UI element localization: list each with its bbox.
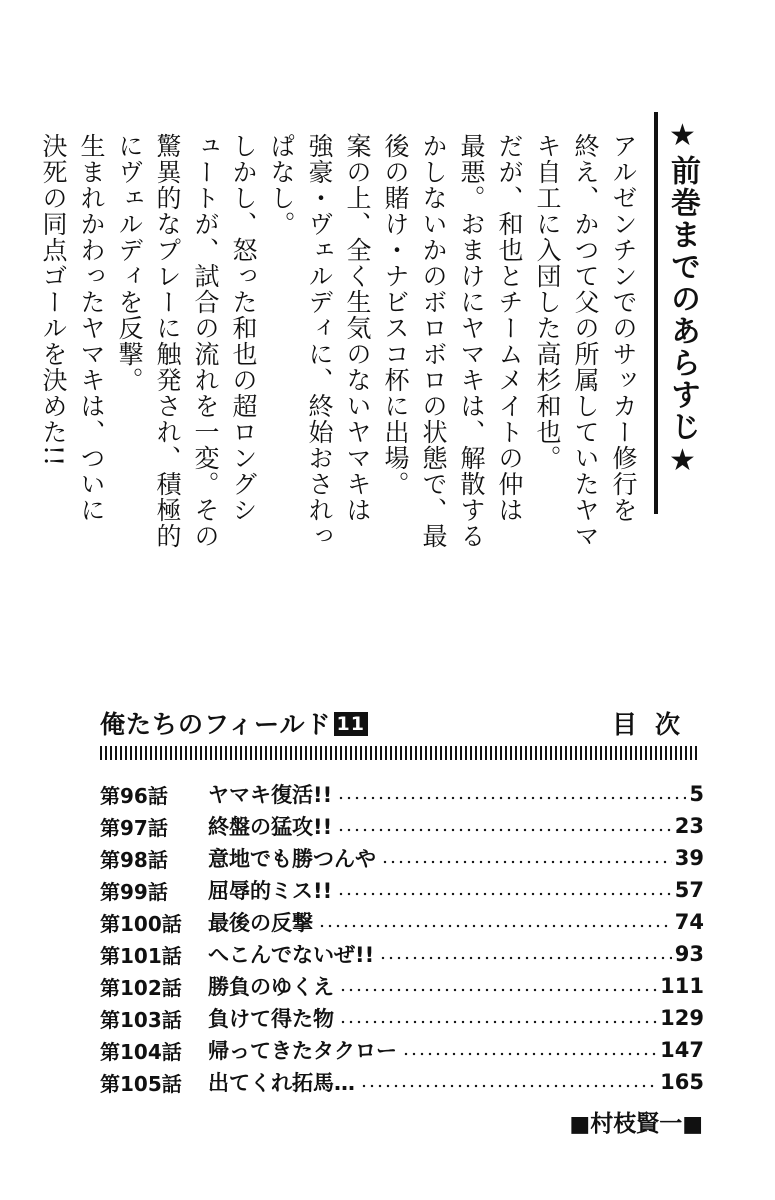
synopsis-line: 驚異的なプレーに触発され、積極的	[153, 133, 182, 549]
synopsis-line: 強豪・ヴェルディに、終始おされっ	[305, 133, 334, 549]
dot-leader	[337, 796, 686, 800]
book-title-text: 俺たちのフィールド	[100, 710, 332, 739]
toc-chapter-title: 意地でも勝つんや	[208, 847, 376, 871]
synopsis-line: 最悪。おまけにヤマキは、解散する	[457, 133, 486, 549]
dot-leader	[360, 1084, 657, 1088]
synopsis-body	[39, 133, 642, 549]
toc-entry[interactable]	[100, 842, 704, 874]
toc-chapter-number: 第96話	[100, 783, 168, 808]
synopsis-line: 生まれかわったヤマキは、ついに	[77, 133, 106, 523]
toc-page-number: 39	[674, 846, 704, 870]
toc-entry[interactable]	[100, 810, 704, 842]
toc-page-number: 93	[674, 942, 704, 966]
synopsis-title: ★前巻までのあらすじ★	[665, 118, 700, 480]
synopsis-line: にヴェルディを反撃。	[115, 133, 144, 393]
toc-entry[interactable]	[100, 938, 704, 970]
synopsis-line: アルゼンチンでのサッカー修行を	[609, 133, 638, 523]
volume-badge: 11	[334, 712, 368, 736]
toc-chapter-title: 終盤の猛攻!!	[208, 815, 333, 839]
square-mark: ■	[569, 1112, 591, 1137]
toc-page-number: 23	[674, 814, 704, 838]
dot-leader	[337, 828, 672, 832]
toc-chapter-title: ヤマキ復活!!	[208, 783, 333, 807]
author-name: 村枝賢一	[590, 1111, 683, 1137]
dot-leader	[339, 988, 657, 992]
synopsis-line: キ自工に入団した高杉和也。	[533, 133, 562, 471]
toc-entry[interactable]	[100, 906, 704, 938]
toc-page-number: 57	[674, 878, 704, 902]
hatch-divider	[100, 746, 700, 760]
toc-chapter-number: 第102話	[100, 975, 182, 1000]
toc-chapter-title: 勝負のゆくえ	[208, 975, 334, 999]
toc-chapter-title: 出てくれ拓馬…	[208, 1071, 355, 1095]
synopsis-line: しかし、怒った和也の超ロングシ	[229, 133, 258, 523]
synopsis-line: 決死の同点ゴールを決めた!!	[39, 133, 68, 468]
toc-chapter-number: 第103話	[100, 1007, 182, 1032]
toc-chapter-number: 第105話	[100, 1071, 182, 1096]
synopsis-line: ぱなし。	[267, 133, 296, 237]
toc-entry[interactable]	[100, 778, 704, 810]
toc-entry[interactable]	[100, 1002, 704, 1034]
dot-leader	[381, 860, 672, 864]
toc-chapter-title: 屈辱的ミス!!	[208, 879, 333, 903]
toc-page-number: 165	[660, 1070, 704, 1094]
toc-chapter-title: 負けて得た物	[208, 1007, 334, 1031]
toc-chapter-title: へこんでないぜ!!	[208, 943, 375, 967]
toc-chapter-title: 最後の反撃	[208, 911, 313, 935]
toc-entry[interactable]	[100, 970, 704, 1002]
toc-chapter-title: 帰ってきたタクロー	[208, 1039, 397, 1063]
toc-entry[interactable]	[100, 1066, 704, 1098]
toc-chapter-number: 第100話	[100, 911, 182, 936]
book-title	[100, 705, 368, 741]
toc-chapter-number: 第97話	[100, 815, 168, 840]
toc-chapter-number: 第99話	[100, 879, 168, 904]
synopsis-line: ュートが、試合の流れを一変。その	[191, 133, 220, 549]
dot-leader	[379, 956, 672, 960]
toc-chapter-number: 第101話	[100, 943, 182, 968]
toc-page-number: 129	[660, 1006, 704, 1030]
synopsis-line: だが、和也とチームメイトの仲は	[495, 133, 524, 523]
synopsis-line: 案の上、全く生気のないヤマキは	[343, 133, 372, 523]
toc-page-number: 147	[660, 1038, 704, 1062]
dot-leader	[339, 1020, 657, 1024]
dot-leader	[337, 892, 672, 896]
dot-leader	[402, 1052, 657, 1056]
toc-page-number: 5	[689, 782, 704, 806]
toc-chapter-number: 第104話	[100, 1039, 182, 1064]
synopsis-line: 終え、かつて父の所属していたヤマ	[571, 133, 600, 549]
author-credit	[569, 1105, 703, 1138]
toc-entry[interactable]	[100, 874, 704, 906]
toc-page-number: 111	[660, 974, 704, 998]
toc-chapter-number: 第98話	[100, 847, 168, 872]
synopsis-line: 後の賭け・ナビスコ杯に出場。	[381, 133, 410, 497]
toc-list	[100, 778, 704, 1098]
contents-label: 目次	[611, 710, 698, 739]
dot-leader	[318, 924, 672, 928]
synopsis-line: かしないかのボロボロの状態で、最	[419, 133, 448, 549]
toc-page-number: 74	[674, 910, 704, 934]
toc-header	[100, 705, 700, 739]
square-mark: ■	[682, 1112, 703, 1137]
toc-entry[interactable]	[100, 1034, 704, 1066]
